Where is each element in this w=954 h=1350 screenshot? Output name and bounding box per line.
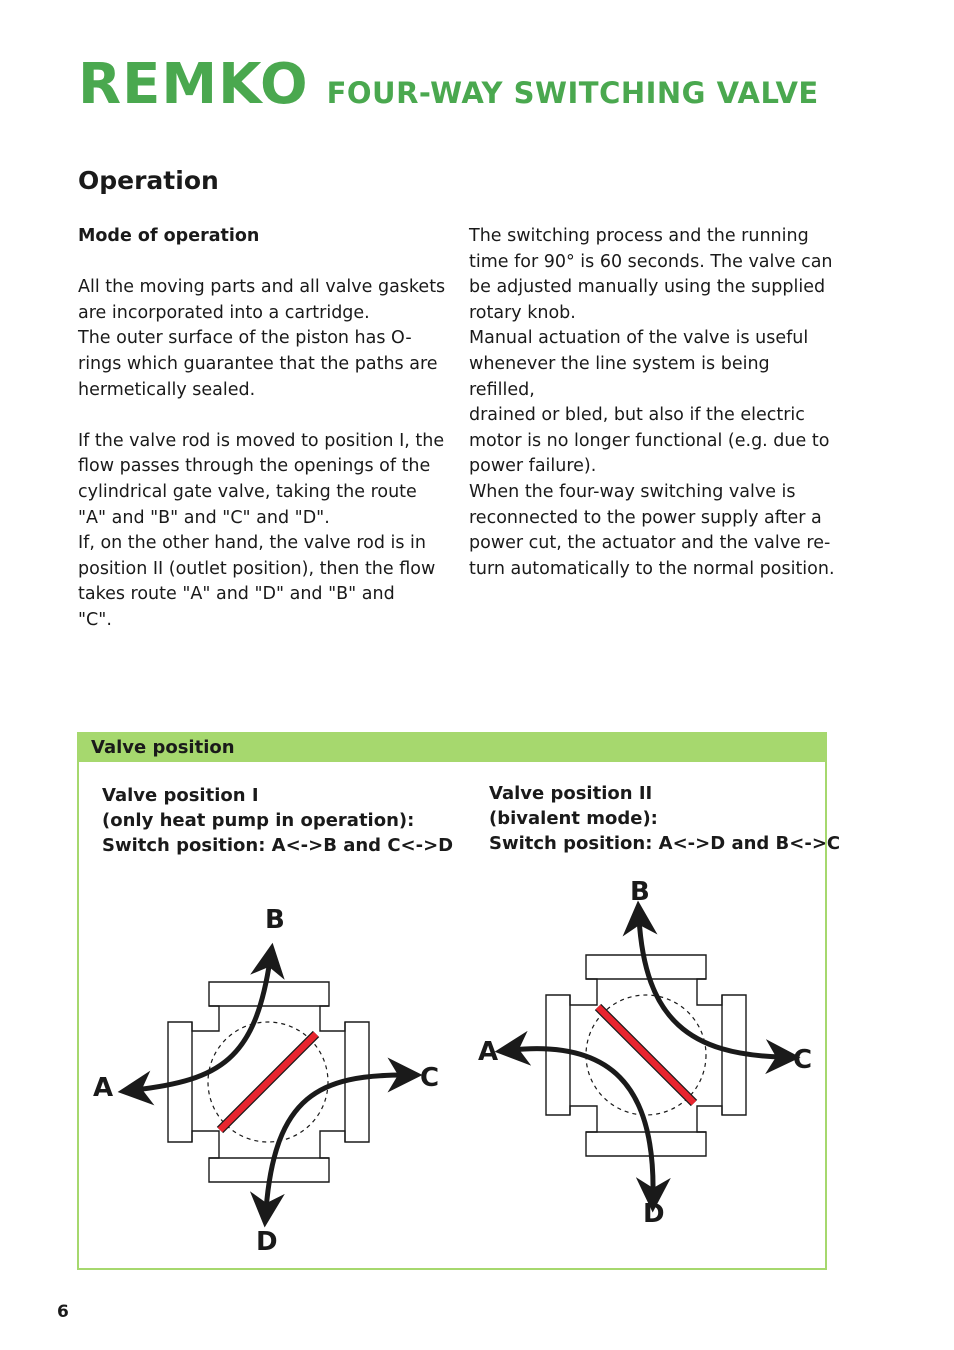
diagram-2-label-a: A xyxy=(478,1037,499,1067)
section-title: Operation xyxy=(78,166,219,195)
page-number: 6 xyxy=(57,1302,69,1322)
position-1-mode: (only heat pump in operation): xyxy=(102,810,415,831)
diagram-2-label-c: C xyxy=(793,1045,813,1075)
diagram-1-label-d: D xyxy=(256,1227,278,1257)
paragraph-cartridge: All the moving parts and all valve gaskets are incorporated into a cartridge. The outer surface of the piston has O- rings which guarantee that the paths are hermetically sealed. xyxy=(78,277,446,400)
diagram-2-label-d: D xyxy=(643,1199,665,1229)
paragraph-valve-rod: If the valve rod is moved to position I, the flow passes through the openings of the cylindrical gate valve, taking the route "A" and "B" and "C" and "D". If, on the other hand, the valve rod is in position II (outlet position), then the flow takes route "A" and "D" and "B" and "C". xyxy=(78,430,445,630)
position-2-switch: Switch position: A<->D and B<->C xyxy=(489,833,841,854)
position-1-title: Valve position I xyxy=(102,785,259,806)
position-2-title: Valve position II xyxy=(489,783,653,804)
paragraph-switching-process: The switching process and the running time for 90° is 60 seconds. The valve can be adjusted manually using the supplied rotary knob. Manual actuation of the valve is useful whenever the line system is being refilled, drained or bled, but also if the electric motor is no longer functional (e.g. due to power failure). When the four-way switching valve is reconnected to the power supply after a power cut, the actuator and the valve re- turn automatically to the normal position. xyxy=(469,226,835,579)
diagram-1-label-c: C xyxy=(420,1063,440,1093)
document-title: FOUR-WAY SWITCHING VALVE xyxy=(326,76,819,110)
position-1-switch: Switch position: A<->B and C<->D xyxy=(102,835,454,856)
position-2-mode: (bivalent mode): xyxy=(489,808,658,829)
diagram-1-label-a: A xyxy=(93,1073,114,1103)
subhead-mode-of-operation: Mode of operation xyxy=(78,226,260,246)
diagram-1-label-b: B xyxy=(265,905,285,935)
diagram-2-label-b: B xyxy=(630,877,650,907)
brand-logo: REMKO xyxy=(78,52,309,117)
valve-position-heading: Valve position xyxy=(91,737,235,758)
